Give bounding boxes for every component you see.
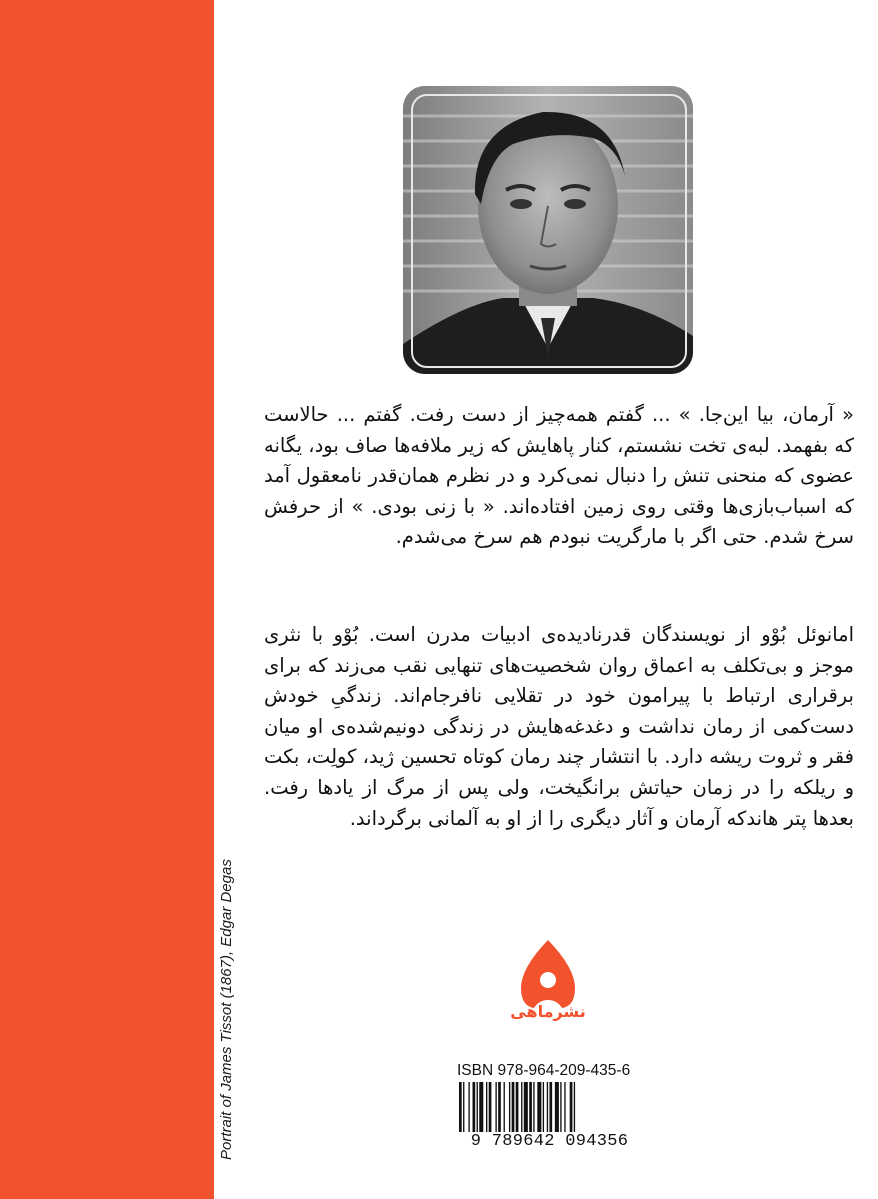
barcode-bar (504, 1082, 505, 1134)
barcode-bar (547, 1082, 548, 1134)
barcode-bar (495, 1082, 496, 1134)
barcode-bar (468, 1082, 469, 1134)
author-bio: امانوئل بُوْو از نویسندگان قدرنادیده‌ی ادبیات مدرن است. بُوْو با نثری موجز و بی‌تکلف به اعماق روان شخصیت‌های تنهایی نقب می‌زند که برای برقراری ارتباط با پیرامون خود در تقلایی نافرجام‌اند. زندگیِ خودش دست‌کمی از رمان نداشت و دغدغه‌هایش در زندگی دونیم‌شده‌ی او میان فقر و ثروت ریشه دارد. با انتشار چند رمان کوتاه تحسین ژید، کولِت، بکت و ریلکه را در زمان حیاتش برانگیخت، ولی پس از مرگ از یادها رفت. بعدها پتر هاندکه آرمان و آثار دیگری را از او به آلمانی برگرداند. (264, 623, 854, 830)
barcode-bar (479, 1082, 483, 1134)
barcode-bar (529, 1082, 532, 1134)
barcode-digits: 9 789642 094356 (457, 1132, 642, 1151)
author-photo (403, 86, 693, 374)
barcode-bar (486, 1082, 487, 1134)
barcode-bar (509, 1082, 510, 1134)
barcode-bar (516, 1082, 519, 1134)
barcode-bar (463, 1082, 464, 1134)
barcode-bar (533, 1082, 534, 1134)
barcode-bar (473, 1082, 476, 1134)
cover-credit: Portrait of James Tissot (1867), Edgar Degas (218, 859, 235, 1160)
barcode-bar (570, 1082, 573, 1134)
publisher-name: نشرماهی (510, 1002, 586, 1021)
barcode-bar (489, 1082, 492, 1134)
barcode-bar (512, 1082, 515, 1134)
barcode-bar (555, 1082, 559, 1134)
barcode-bar (574, 1082, 575, 1134)
red-spine-panel (0, 0, 214, 1199)
barcode-bar (564, 1082, 565, 1134)
barcode-bar (560, 1082, 561, 1134)
isbn-label: ISBN 978-964-209-435-6 (457, 1062, 631, 1079)
barcode-bar (524, 1082, 528, 1134)
novel-excerpt: « آرمان، بیا این‌جا. » ... گفتم همه‌چیز از دست رفت. گفتم ... حالاست که بفهمد. لبه‌ی تخت نشستم، کنار پاهایش که زیر ملافه‌ها صاف بود، یگانه عضوی که منحنی تنش را دنبال نمی‌کرد و در نظرم همان‌قدر نامعقول آمد که اسباب‌بازی‌ها وقتی روی زمین افتاده‌اند. « با زنی بودی. » از حرفش سرخ شدم. حتی اگر با مارگریت نبودم هم سرخ می‌شدم. (264, 403, 854, 549)
barcode-bar (537, 1082, 541, 1134)
barcode-bar (498, 1082, 501, 1134)
barcode-bar (477, 1082, 478, 1134)
author-portrait-image (403, 86, 693, 374)
barcode-bar (521, 1082, 522, 1134)
barcode-bar (459, 1082, 462, 1134)
barcode-bar (543, 1082, 544, 1134)
barcode-bar (549, 1082, 552, 1134)
